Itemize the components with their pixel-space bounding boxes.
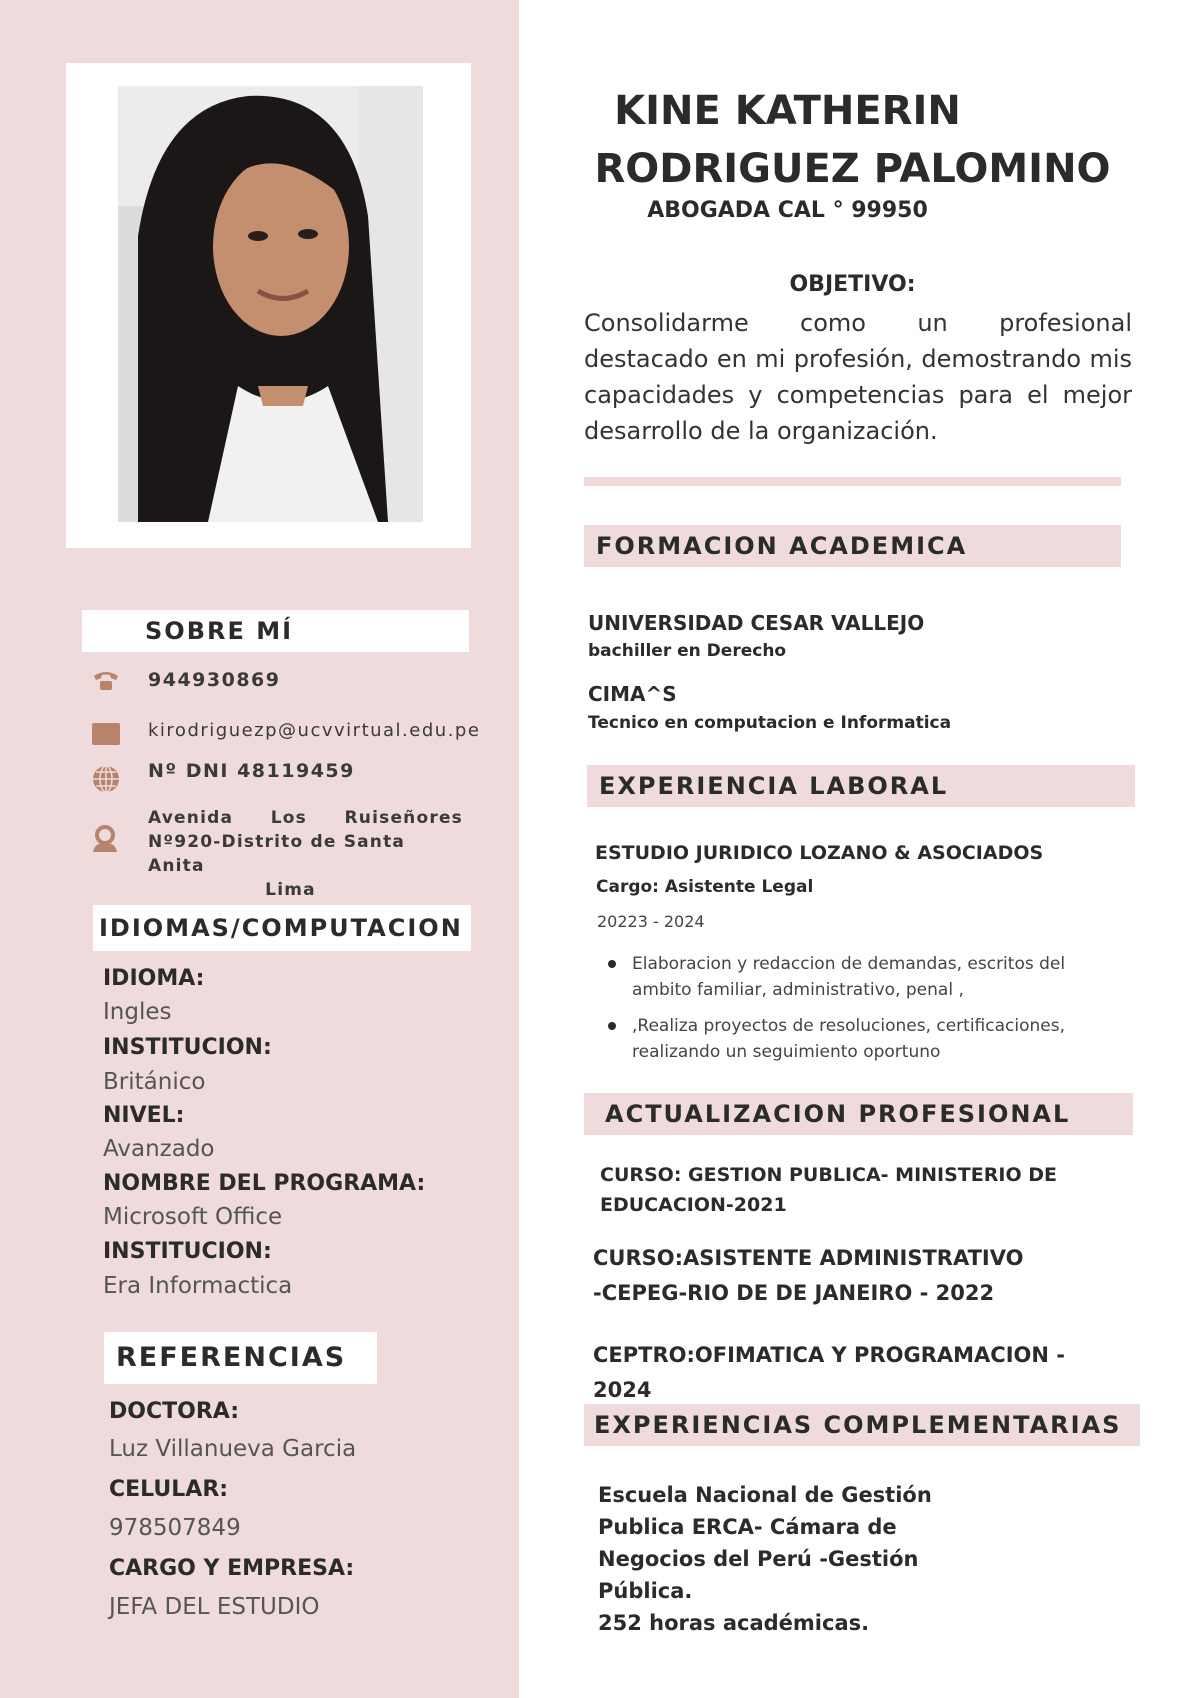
bullet-1-line-1: Elaboracion y redaccion de demandas, escritos del	[632, 954, 1066, 974]
program-value: Microsoft Office	[103, 1204, 283, 1230]
degree-1: bachiller en Derecho	[588, 641, 787, 661]
globe-icon	[92, 765, 120, 793]
course-2-line-1: CURSO:ASISTENTE ADMINISTRATIVO	[593, 1246, 1024, 1270]
bullet-dot	[608, 960, 616, 968]
bullet-2-line-1: ,Realiza proyectos de resoluciones, certificaciones,	[632, 1016, 1065, 1036]
complementary-line-5: 252 horas académicas.	[598, 1611, 870, 1635]
reference-name: Luz Villanueva Garcia	[109, 1436, 357, 1462]
course-1-line-1: CURSO: GESTION PUBLICA- MINISTERIO DE	[600, 1164, 1057, 1186]
email-icon	[92, 723, 120, 745]
complementary-line-3: Negocios del Perú -Gestión	[598, 1547, 919, 1571]
course-3	[593, 1338, 1065, 1408]
complementary-line-4: Pública.	[598, 1579, 693, 1603]
location-icon	[90, 824, 120, 854]
photo-frame	[66, 63, 471, 548]
course-3-line-1: CEPTRO:OFIMATICA Y PROGRAMACION -	[593, 1343, 1065, 1367]
program-institution-label: INSTITUCION:	[103, 1239, 272, 1264]
experience-heading: EXPERIENCIA LABORAL	[587, 765, 1135, 807]
complementary-line-1: Escuela Nacional de Gestión	[598, 1483, 932, 1507]
education-heading: FORMACION ACADEMICA	[584, 525, 1121, 567]
institution-label: INSTITUCION:	[103, 1035, 272, 1060]
address-line-1	[148, 806, 463, 830]
experience-bullets	[608, 951, 1128, 1065]
course-1-line-2: EDUCACION-2021	[600, 1194, 787, 1216]
complementary-heading: EXPERIENCIAS COMPLEMENTARIAS	[584, 1404, 1140, 1446]
degree-2: Tecnico en computacion e Informatica	[588, 713, 952, 733]
job-period: 20223 - 2024	[597, 912, 705, 931]
address-line-2: Nº920-Distrito de Santa Anita	[148, 832, 406, 876]
job-role: Cargo: Asistente Legal	[596, 877, 814, 897]
language-value: Ingles	[103, 999, 172, 1025]
address	[148, 806, 463, 902]
objective-heading: OBJETIVO:	[789, 272, 916, 297]
bullet-2-line-2: realizando un seguimiento oportuno	[632, 1042, 941, 1062]
email-address: kirodriguezp@ucvvirtual.edu.pe	[148, 720, 481, 741]
course-1	[600, 1160, 1057, 1220]
course-3-line-2: 2024	[593, 1378, 652, 1402]
reference-role-label: DOCTORA:	[109, 1399, 239, 1424]
course-2-line-2: -CEPEG-RIO DE DE JANEIRO - 2022	[593, 1281, 995, 1305]
program-label: NOMBRE DEL PROGRAMA:	[103, 1171, 426, 1196]
reference-phone-label: CELULAR:	[109, 1477, 229, 1502]
language-label: IDIOMA:	[103, 966, 205, 991]
bullet-dot	[608, 1022, 616, 1030]
professional-title: ABOGADA CAL ° 99950	[647, 198, 928, 223]
full-name	[560, 82, 1145, 198]
bullet-item	[608, 951, 1128, 1003]
school-1: UNIVERSIDAD CESAR VALLEJO	[588, 611, 925, 635]
program-institution-value: Era Informactica	[103, 1273, 293, 1299]
level-label: NIVEL:	[103, 1103, 185, 1128]
reference-position: JEFA DEL ESTUDIO	[109, 1594, 320, 1620]
course-2	[593, 1241, 1023, 1311]
sidebar	[0, 0, 519, 1698]
company-name: ESTUDIO JURIDICO LOZANO & ASOCIADOS	[595, 842, 1044, 864]
reference-position-label: CARGO Y EMPRESA:	[109, 1556, 355, 1581]
address-street: Avenida Los Ruiseñores	[148, 808, 463, 828]
phone-number: 944930869	[148, 669, 281, 691]
dni-number: Nº DNI 48119459	[148, 760, 355, 782]
divider	[584, 477, 1121, 486]
name-line-1: KINE KATHERIN	[614, 88, 961, 134]
bullet-item	[608, 1013, 1128, 1065]
name-line-2: RODRIGUEZ PALOMINO	[594, 146, 1111, 192]
level-value: Avanzado	[103, 1136, 215, 1162]
complementary-text	[598, 1479, 932, 1639]
updates-heading: ACTUALIZACION PROFESIONAL	[584, 1093, 1133, 1135]
reference-phone: 978507849	[109, 1515, 241, 1541]
objective-text: Consolidarme como un profesional destacado en mi profesión, demostrando mis capacidades y competencias para el mejor desarrollo de la organización.	[584, 309, 1132, 445]
institution-value: Británico	[103, 1069, 206, 1095]
phone-icon	[92, 670, 120, 692]
bullet-1-line-2: ambito familiar, administrativo, penal ,	[632, 980, 964, 1000]
complementary-line-2: Publica ERCA- Cámara de	[598, 1515, 897, 1539]
school-2: CIMA^S	[588, 682, 677, 706]
profile-photo	[118, 86, 423, 522]
languages-heading: IDIOMAS/COMPUTACION	[93, 905, 471, 951]
about-heading: SOBRE MÍ	[82, 610, 469, 652]
address-line-3: Lima	[265, 880, 316, 900]
references-heading: REFERENCIAS	[104, 1332, 377, 1384]
